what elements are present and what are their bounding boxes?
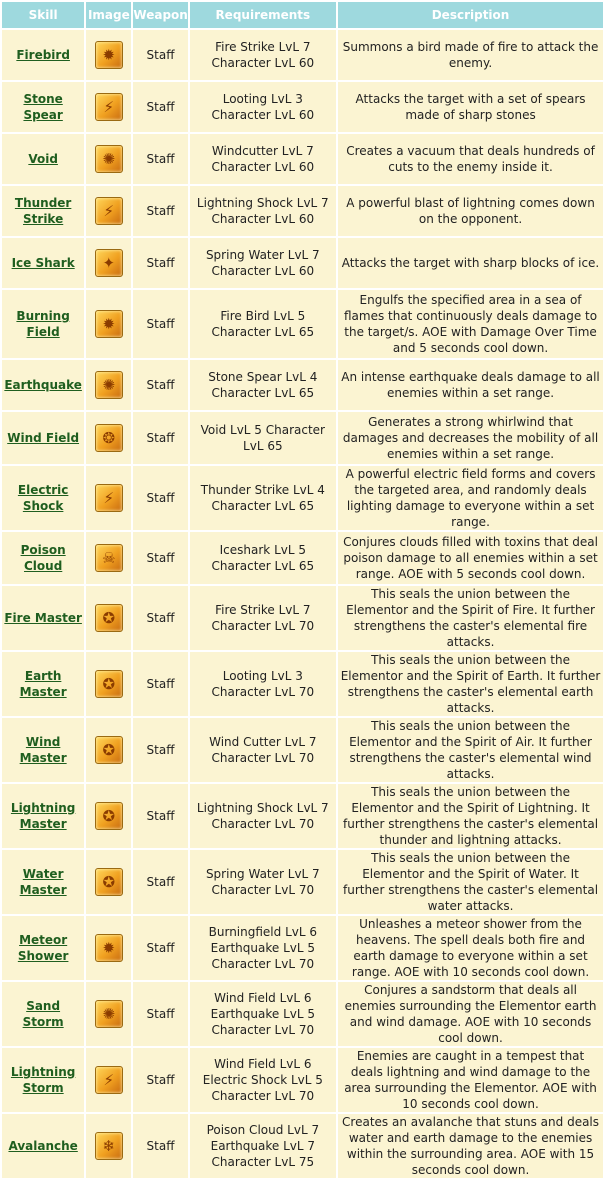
table-row xyxy=(2,718,603,782)
skill-cell xyxy=(2,186,84,236)
void-icon: ✺ xyxy=(95,145,123,173)
image-cell xyxy=(86,1114,131,1178)
weapon-cell: Staff xyxy=(133,718,187,782)
image-cell xyxy=(86,1048,131,1112)
table-row xyxy=(2,784,603,848)
thunder-strike-icon: ⚡ xyxy=(95,197,123,225)
skill-link[interactable]: Earthquake xyxy=(4,378,82,392)
weapon-cell: Staff xyxy=(133,466,187,530)
weapon-cell: Staff xyxy=(133,134,187,184)
description-cell: Engulfs the specified area in a sea of flames that continuously deals damage to the target/s. AOE with Damage Over Time and 5 seconds cool down. xyxy=(338,290,603,358)
skill-cell xyxy=(2,652,84,716)
description-cell: Enemies are caught in a tempest that deals lightning and wind damage to the area surrounding the Elementor. AOE with 10 seconds cool down. xyxy=(338,1048,603,1112)
skill-cell xyxy=(2,916,84,980)
skill-cell xyxy=(2,532,84,584)
weapon-cell: Staff xyxy=(133,1114,187,1178)
image-cell xyxy=(86,466,131,530)
requirements-cell: Lightning Shock LvL 7 Character LvL 70 xyxy=(190,784,336,848)
image-cell xyxy=(86,186,131,236)
requirements-cell: Wind Cutter LvL 7 Character LvL 70 xyxy=(190,718,336,782)
description-cell: Creates an avalanche that stuns and deals water and earth damage to the enemies within the surrounding area. AOE with 15 seconds cool down. xyxy=(338,1114,603,1178)
requirements-cell: Wind Field LvL 6 Earthquake LvL 5 Character LvL 70 xyxy=(190,982,336,1046)
image-cell xyxy=(86,134,131,184)
description-cell: Summons a bird made of fire to attack the enemy. xyxy=(338,30,603,80)
table-row xyxy=(2,466,603,530)
requirements-cell: Fire Strike LvL 7 Character LvL 70 xyxy=(190,586,336,650)
image-cell xyxy=(86,850,131,914)
image-cell xyxy=(86,412,131,464)
weapon-cell: Staff xyxy=(133,186,187,236)
image-cell xyxy=(86,290,131,358)
skill-link[interactable]: Sand Storm xyxy=(22,999,64,1029)
skill-cell xyxy=(2,586,84,650)
requirements-cell: Fire Bird LvL 5 Character LvL 65 xyxy=(190,290,336,358)
header-row xyxy=(2,2,603,28)
weapon-cell: Staff xyxy=(133,30,187,80)
weapon-cell: Staff xyxy=(133,360,187,410)
skill-link[interactable]: Void xyxy=(28,152,58,166)
table-row xyxy=(2,532,603,584)
skill-link[interactable]: Poison Cloud xyxy=(20,543,66,573)
table-row xyxy=(2,360,603,410)
header-skill: Skill xyxy=(2,2,84,28)
description-cell: This seals the union between the Elementor and the Spirit of Earth. It further strengthens the caster's elemental earth attacks. xyxy=(338,652,603,716)
requirements-cell: Wind Field LvL 6 Electric Shock LvL 5 Character LvL 70 xyxy=(190,1048,336,1112)
wind-field-icon: ❂ xyxy=(95,424,123,452)
requirements-cell: Iceshark LvL 5 Character LvL 65 xyxy=(190,532,336,584)
description-cell: This seals the union between the Elementor and the Spirit of Lightning. It further strengthens the caster's elemental thunder and lightning attacks. xyxy=(338,784,603,848)
requirements-cell: Spring Water LvL 7 Character LvL 60 xyxy=(190,238,336,288)
skill-link[interactable]: Ice Shark xyxy=(11,256,75,270)
image-cell xyxy=(86,82,131,132)
requirements-cell: Looting LvL 3 Character LvL 60 xyxy=(190,82,336,132)
skill-link[interactable]: Water Master xyxy=(19,867,67,897)
description-cell: A powerful electric field forms and covers the targeted area, and randomly deals lighting damage to everyone within a set range. xyxy=(338,466,603,530)
wind-master-icon: ✪ xyxy=(95,736,123,764)
fire-master-icon: ✪ xyxy=(95,604,123,632)
sand-storm-icon: ✺ xyxy=(95,1000,123,1028)
image-cell xyxy=(86,982,131,1046)
skill-link[interactable]: Wind Master xyxy=(19,735,67,765)
description-cell: Conjures clouds filled with toxins that deal poison damage to all enemies within a set range. AOE with 5 seconds cool down. xyxy=(338,532,603,584)
skill-cell xyxy=(2,30,84,80)
weapon-cell: Staff xyxy=(133,532,187,584)
header-weapon: Weapon xyxy=(133,2,187,28)
skill-cell xyxy=(2,82,84,132)
lightning-storm-icon: ⚡ xyxy=(95,1066,123,1094)
weapon-cell: Staff xyxy=(133,238,187,288)
weapon-cell: Staff xyxy=(133,784,187,848)
image-cell xyxy=(86,586,131,650)
description-cell: Unleashes a meteor shower from the heavens. The spell deals both fire and earth damage to everyone within a set range. AOE with 10 seconds cool down. xyxy=(338,916,603,980)
meteor-shower-icon: ✹ xyxy=(95,934,123,962)
description-cell: Attacks the target with a set of spears made of sharp stones xyxy=(338,82,603,132)
header-description: Description xyxy=(338,2,603,28)
description-cell: Creates a vacuum that deals hundreds of cuts to the enemy inside it. xyxy=(338,134,603,184)
requirements-cell: Poison Cloud LvL 7 Earthquake LvL 7 Character LvL 75 xyxy=(190,1114,336,1178)
description-cell: Attacks the target with sharp blocks of ice. xyxy=(338,238,603,288)
skill-cell xyxy=(2,238,84,288)
table-row xyxy=(2,82,603,132)
image-cell xyxy=(86,360,131,410)
skill-cell xyxy=(2,1114,84,1178)
description-cell: Conjures a sandstorm that deals all enemies surrounding the Elementor earth and wind damage. AOE with 10 seconds cool down. xyxy=(338,982,603,1046)
image-cell xyxy=(86,784,131,848)
weapon-cell: Staff xyxy=(133,916,187,980)
requirements-cell: Stone Spear LvL 4 Character LvL 65 xyxy=(190,360,336,410)
skill-cell xyxy=(2,466,84,530)
requirements-cell: Burningfield LvL 6 Earthquake LvL 5 Character LvL 70 xyxy=(190,916,336,980)
table-row xyxy=(2,652,603,716)
description-cell: This seals the union between the Elementor and the Spirit of Air. It further strengthens the caster's elemental wind attacks. xyxy=(338,718,603,782)
description-cell: Generates a strong whirlwind that damages and decreases the mobility of all enemies within a set range. xyxy=(338,412,603,464)
table-row xyxy=(2,1048,603,1112)
table-row xyxy=(2,850,603,914)
ice-shark-icon: ✦ xyxy=(95,249,123,277)
image-cell xyxy=(86,916,131,980)
table-row xyxy=(2,982,603,1046)
skill-link[interactable]: Lightning Master xyxy=(10,801,76,831)
description-cell: An intense earthquake deals damage to all enemies within a set range. xyxy=(338,360,603,410)
skill-link[interactable]: Avalanche xyxy=(8,1139,78,1153)
header-requirements: Requirements xyxy=(190,2,336,28)
table-row xyxy=(2,412,603,464)
image-cell xyxy=(86,652,131,716)
poison-cloud-icon: ☠ xyxy=(95,544,123,572)
table-row xyxy=(2,586,603,650)
weapon-cell: Staff xyxy=(133,850,187,914)
skill-link[interactable]: Burning Field xyxy=(16,309,70,339)
stone-spear-icon: ⚡ xyxy=(95,93,123,121)
skill-cell xyxy=(2,412,84,464)
skill-cell xyxy=(2,360,84,410)
burning-field-icon: ✹ xyxy=(95,310,123,338)
table-row xyxy=(2,1114,603,1178)
weapon-cell: Staff xyxy=(133,412,187,464)
image-cell xyxy=(86,30,131,80)
table-row xyxy=(2,238,603,288)
table-row xyxy=(2,134,603,184)
weapon-cell: Staff xyxy=(133,652,187,716)
image-cell xyxy=(86,238,131,288)
lightning-master-icon: ✪ xyxy=(95,802,123,830)
image-cell xyxy=(86,532,131,584)
description-cell: This seals the union between the Elementor and the Spirit of Fire. It further strengthens the caster's elemental fire attacks. xyxy=(338,586,603,650)
image-cell xyxy=(86,718,131,782)
skill-cell xyxy=(2,982,84,1046)
table-row xyxy=(2,290,603,358)
requirements-cell: Fire Strike LvL 7 Character LvL 60 xyxy=(190,30,336,80)
fire-bird-icon: ✹ xyxy=(95,41,123,69)
skill-link[interactable]: Electric Shock xyxy=(17,483,69,513)
requirements-cell: Thunder Strike LvL 4 Character LvL 65 xyxy=(190,466,336,530)
electric-shock-icon: ⚡ xyxy=(95,484,123,512)
skill-cell xyxy=(2,290,84,358)
requirements-cell: Void LvL 5 Character LvL 65 xyxy=(190,412,336,464)
skill-cell xyxy=(2,134,84,184)
skill-cell xyxy=(2,718,84,782)
water-master-icon: ✪ xyxy=(95,868,123,896)
skill-link[interactable]: Stone Spear xyxy=(23,92,63,122)
skill-cell xyxy=(2,1048,84,1112)
description-cell: A powerful blast of lightning comes down on the opponent. xyxy=(338,186,603,236)
requirements-cell: Windcutter LvL 7 Character LvL 60 xyxy=(190,134,336,184)
skill-link[interactable]: Lightning Storm xyxy=(10,1065,76,1095)
earth-master-icon: ✪ xyxy=(95,670,123,698)
weapon-cell: Staff xyxy=(133,290,187,358)
description-cell: This seals the union between the Elementor and the Spirit of Water. It further strengthens the caster's elemental water attacks. xyxy=(338,850,603,914)
weapon-cell: Staff xyxy=(133,586,187,650)
header-image: Image xyxy=(86,2,131,28)
skill-cell xyxy=(2,850,84,914)
weapon-cell: Staff xyxy=(133,82,187,132)
table-row xyxy=(2,916,603,980)
requirements-cell: Looting LvL 3 Character LvL 70 xyxy=(190,652,336,716)
skill-cell xyxy=(2,784,84,848)
requirements-cell: Lightning Shock LvL 7 Character LvL 60 xyxy=(190,186,336,236)
skill-link[interactable]: Earth Master xyxy=(19,669,67,699)
skill-link[interactable]: Fire Master xyxy=(4,611,82,625)
table-row xyxy=(2,30,603,80)
avalanche-icon: ❄ xyxy=(95,1132,123,1160)
weapon-cell: Staff xyxy=(133,982,187,1046)
skill-link[interactable]: Firebird xyxy=(16,48,70,62)
requirements-cell: Spring Water LvL 7 Character LvL 70 xyxy=(190,850,336,914)
skill-link[interactable]: Thunder Strike xyxy=(14,196,72,226)
earthquake-icon: ✺ xyxy=(95,371,123,399)
table-row xyxy=(2,186,603,236)
skill-link[interactable]: Meteor Shower xyxy=(17,933,69,963)
skill-link[interactable]: Wind Field xyxy=(7,431,80,445)
weapon-cell: Staff xyxy=(133,1048,187,1112)
